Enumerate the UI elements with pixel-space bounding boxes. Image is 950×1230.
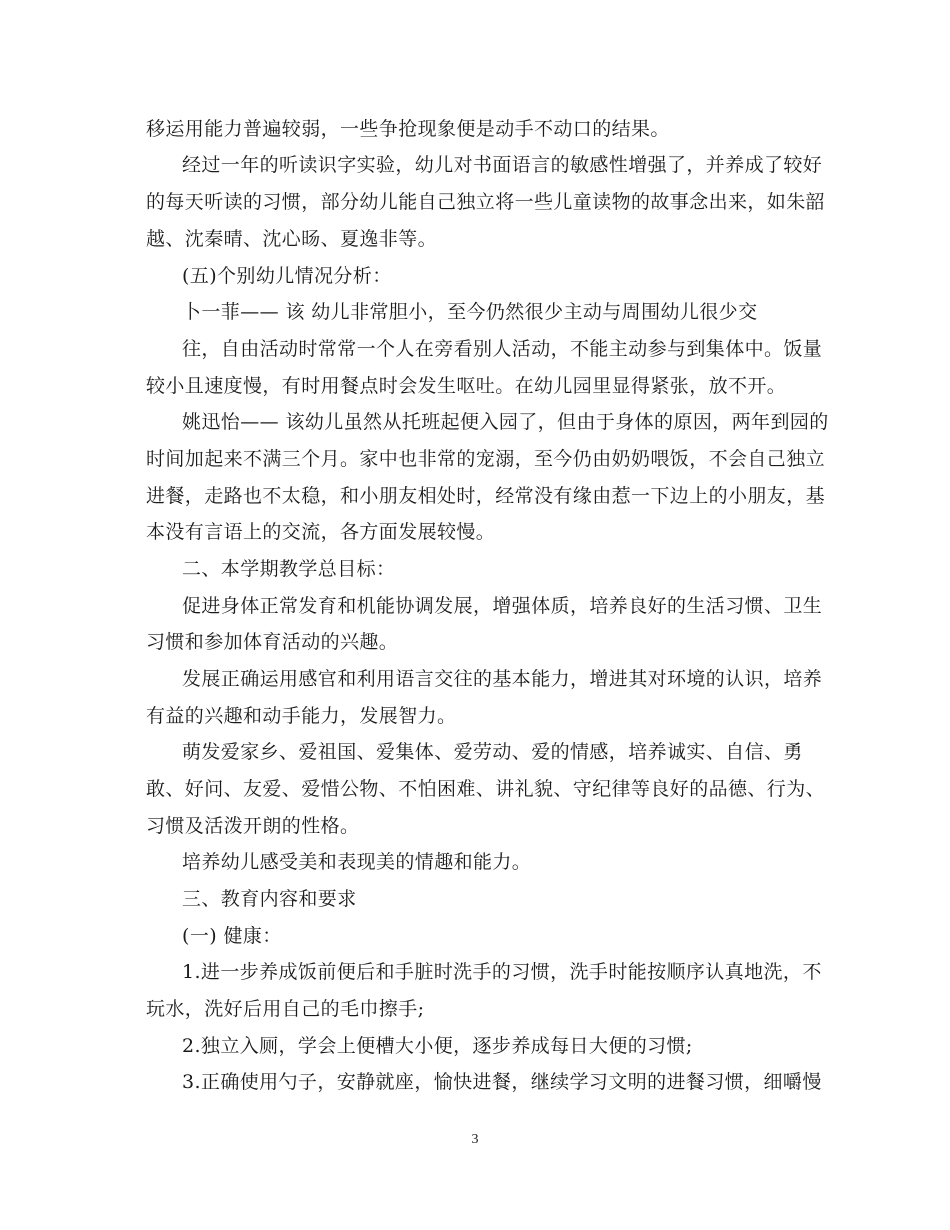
text-line: 有益的兴趣和动手能力，发展智力。 xyxy=(146,705,457,727)
text-line: 习惯和参加体育活动的兴趣。 xyxy=(146,631,399,653)
text-line: 发展正确运用感官和利用语言交往的基本能力，增进其对环境的认识，培养 xyxy=(182,668,823,690)
text-line: 玩水，洗好后用自己的毛巾擦手; xyxy=(146,998,425,1020)
text-line: 本没有言语上的交流，各方面发展较慢。 xyxy=(146,521,496,543)
text-line: 卜一菲—— 该 幼儿非常胆小，至今仍然很少主动与周围幼儿很少交 xyxy=(182,301,758,323)
list-item: 3.正确使用勺子，安静就座，愉快进餐，继续学习文明的进餐习惯，细嚼慢 xyxy=(182,1071,822,1093)
text-line: 越、沈秦晴、沈心旸、夏逸非等。 xyxy=(146,228,438,250)
text-line: 萌发爱家乡、爱祖国、爱集体、爱劳动、爱的情感，培养诚实、自信、勇 xyxy=(182,741,803,763)
text-line: 培养幼儿感受美和表现美的情趣和能力。 xyxy=(182,851,532,873)
text-line: 移运用能力普遍较弱，一些争抢现象便是动手不动口的结果。 xyxy=(146,118,670,140)
text-line: 促进身体正常发育和机能协调发展，增强体质，培养良好的生活习惯、卫生 xyxy=(182,595,823,617)
page-number: 3 xyxy=(471,1132,479,1147)
list-item: 1.进一步养成饭前便后和手脏时洗手的习惯，洗手时能按顺序认真地洗，不 xyxy=(182,961,822,983)
text-line: 敢、好问、友爱、爱惜公物、不怕困难、讲礼貌、守纪律等良好的品德、行为、 xyxy=(146,778,826,800)
section-heading: 二、本学期教学总目标： xyxy=(182,558,396,580)
text-line: 的每天听读的习惯，部分幼儿能自己独立将一些儿童读物的故事念出来，如朱韶 xyxy=(146,191,826,213)
text-line: 经过一年的听读识字实验，幼儿对书面语言的敏感性增强了，并养成了较好 xyxy=(182,154,823,176)
text-line: 进餐，走路也不太稳，和小朋友相处时，经常没有缘由惹一下边上的小朋友，基 xyxy=(146,485,826,507)
text-line: 时间加起来不满三个月。家中也非常的宠溺，至今仍由奶奶喂饭，不会自己独立 xyxy=(146,448,826,470)
text-line: 往，自由活动时常常一个人在旁看别人活动，不能主动参与到集体中。饭量 xyxy=(182,338,823,360)
section-heading: 三、教育内容和要求 xyxy=(182,888,357,910)
text-line: 习惯及活泼开朗的性格。 xyxy=(146,815,360,837)
text-line: 姚迅怡—— 该幼儿虽然从托班起便入园了，但由于身体的原因，两年到园的 xyxy=(182,411,829,433)
text-line: 较小且速度慢，有时用餐点时会发生呕吐。在幼儿园里显得紧张，放不开。 xyxy=(146,375,787,397)
list-item: 2.独立入厕，学会上便槽大小便，逐步养成每日大便的习惯; xyxy=(182,1035,693,1057)
section-heading: (五)个别幼儿情况分析： xyxy=(182,265,392,287)
subsection-heading: (一) 健康： xyxy=(182,925,282,947)
